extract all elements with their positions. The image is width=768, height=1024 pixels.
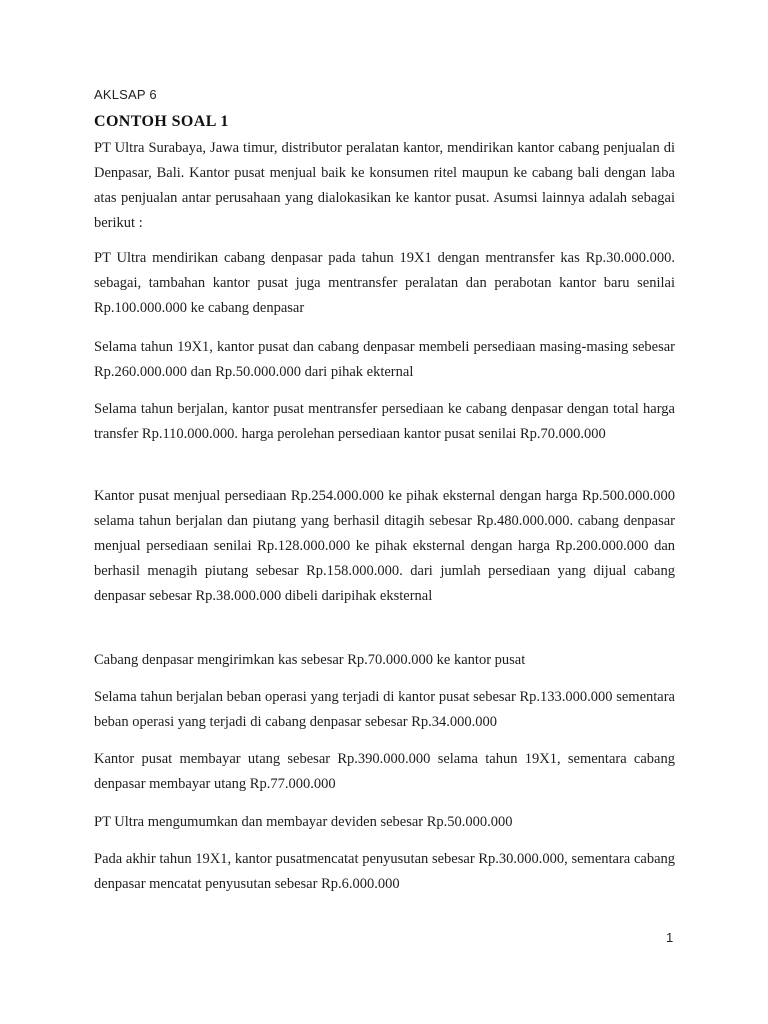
paragraph-purchases: Selama tahun 19X1, kantor pusat dan cabang denpasar membeli persediaan masing-masing sebesar Rp.260.000.000 dan Rp.50.000.000 dari pihak ekternal [94,339,675,380]
paragraph-intro: PT Ultra Surabaya, Jawa timur, distributor peralatan kantor, mendirikan kantor cabang penjualan di Denpasar, Bali. Kantor pusat menjual baik ke konsumen ritel maupun ke cabang bali dengan laba atas penjualan antar perusahaan yang dialokasikan ke kantor pusat. Asumsi lainnya adalah sebagai berikut : [94,140,675,231]
paragraph-depreciation: Pada akhir tahun 19X1, kantor pusatmencatat penyusutan sebesar Rp.30.000.000, sementara cabang denpasar mencatat penyusutan sebesar Rp.6.000.000 [94,851,675,892]
document-title: CONTOH SOAL 1 [94,113,229,130]
paragraph-sales: Kantor pusat menjual persediaan Rp.254.000.000 ke pihak eksternal dengan harga Rp.500.000.000 selama tahun berjalan dan piutang yang berhasil ditagih sebesar Rp.480.000.000. cabang denpasar menjual persediaan senilai Rp.128.000.000 ke pihak eksternal dengan harga Rp.200.000.000 dan berhasil menagih piutang sebesar Rp.158.000.000. dari jumlah persediaan yang dijual cabang denpasar sebesar Rp.38.000.000 dibeli daripihak eksternal [94,488,675,604]
page-number: 1 [666,930,674,945]
paragraph-establishment: PT Ultra mendirikan cabang denpasar pada tahun 19X1 dengan mentransfer kas Rp.30.000.000. sebagai, tambahan kantor pusat juga mentransfer peralatan dan perabotan kantor baru senilai Rp.100.000.000 ke cabang denpasar [94,250,675,316]
paragraph-debt-payments: Kantor pusat membayar utang sebesar Rp.390.000.000 selama tahun 19X1, sementara cabang denpasar membayar utang Rp.77.000.000 [94,751,675,792]
paragraph-operating-expenses: Selama tahun berjalan beban operasi yang terjadi di kantor pusat sebesar Rp.133.000.000 sementara beban operasi yang terjadi di cabang denpasar sebesar Rp.34.000.000 [94,689,675,730]
paragraph-dividends: PT Ultra mengumumkan dan membayar deviden sebesar Rp.50.000.000 [94,814,513,830]
document-header: AKLSAP 6 [94,87,157,102]
paragraph-transfers: Selama tahun berjalan, kantor pusat mentransfer persediaan ke cabang denpasar dengan total harga transfer Rp.110.000.000. harga perolehan persediaan kantor pusat senilai Rp.70.000.000 [94,401,675,442]
paragraph-cash-remittance: Cabang denpasar mengirimkan kas sebesar Rp.70.000.000 ke kantor pusat [94,652,526,668]
